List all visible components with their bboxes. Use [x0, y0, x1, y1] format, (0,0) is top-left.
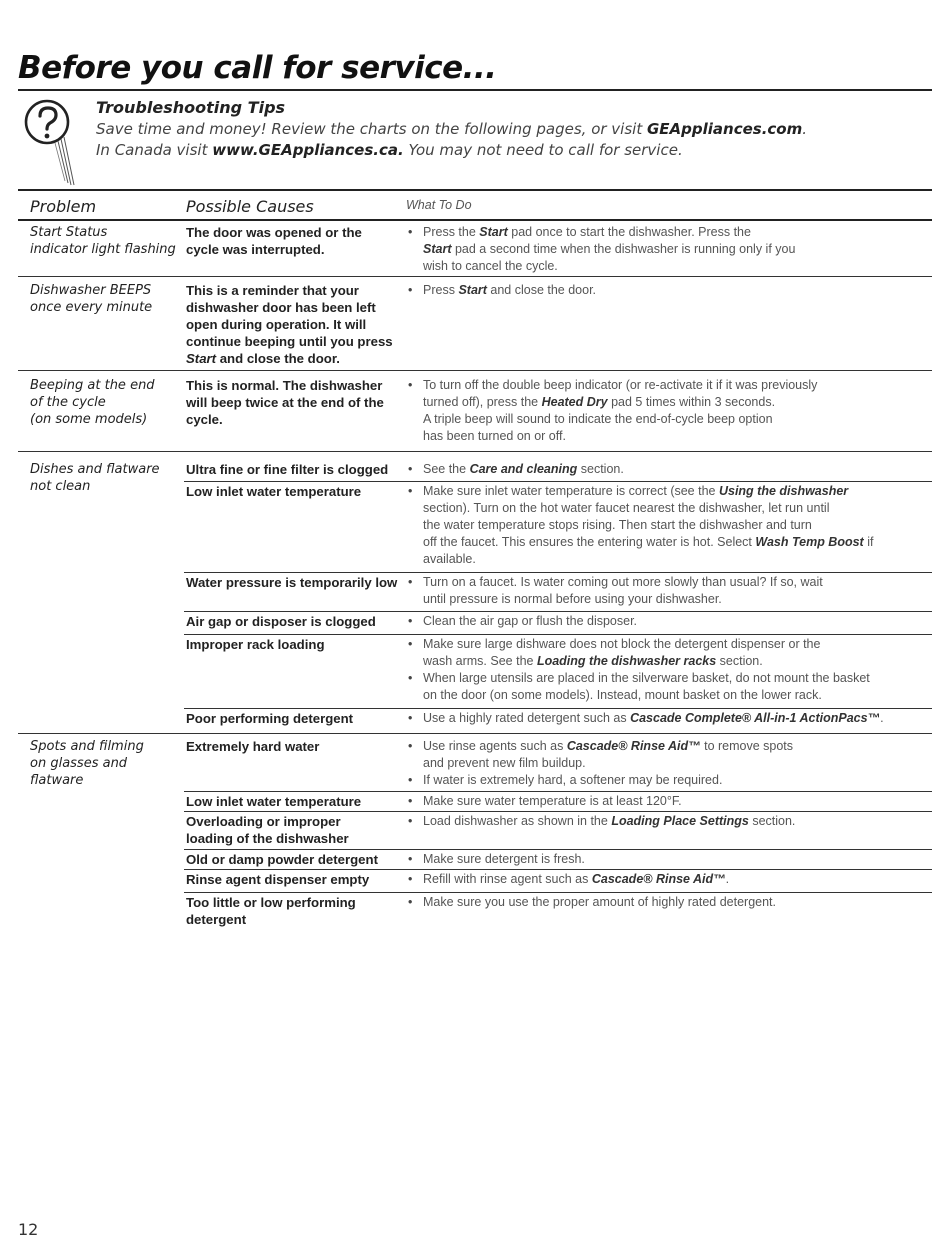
action-line: on the door (on some models). Instead, mount basket on the lower rack. [423, 688, 822, 702]
cause-line: This is a reminder that your [186, 283, 359, 298]
ge-website-link[interactable]: GEAppliances.com [646, 120, 803, 138]
action-line: • Use a highly rated detergent such as Cascade Complete® All-in-1 ActionPacs™. [423, 711, 884, 725]
text-line: on glasses and [30, 756, 128, 771]
action-line: A triple beep will sound to indicate the end-of-cycle beep option [423, 412, 773, 426]
cause-line: Extremely hard water [186, 739, 320, 754]
cause-cell [186, 738, 398, 755]
action-line: • Turn on a faucet. Is water coming out more slowly than usual? If so, wait [423, 575, 823, 589]
cause-line: This is normal. The dishwasher [186, 378, 383, 393]
action-cell [408, 813, 913, 830]
cause-line: dishwasher door has been left [186, 300, 376, 315]
text-line: Spots and filming [30, 739, 144, 754]
action-cell [408, 483, 913, 568]
action-cell [408, 738, 913, 789]
cause-line: Overloading or improper [186, 814, 341, 829]
tips-line-2: In Canada visit www.GEAppliances.ca. You may not need to call for service. [96, 141, 683, 159]
action-cell [408, 871, 913, 888]
sub-row-divider [184, 572, 932, 573]
cause-line: cycle was interrupted. [186, 242, 325, 257]
row-divider [18, 733, 932, 734]
action-bullet [408, 282, 913, 299]
action-bullet [408, 813, 913, 830]
action-cell [408, 613, 913, 630]
action-cell [408, 282, 913, 299]
cause-line: Air gap or disposer is clogged [186, 614, 376, 629]
action-line: wash arms. See the Loading the dishwasher racks section. [423, 654, 763, 668]
action-cell [408, 851, 913, 868]
row-divider [18, 370, 932, 371]
action-bullet [408, 483, 913, 568]
cause-cell [186, 894, 398, 928]
text-line: not clean [30, 479, 91, 494]
action-bullet [408, 894, 913, 911]
action-bullet [408, 738, 913, 772]
text-line: Dishes and flatware [30, 462, 160, 477]
action-bullet [408, 574, 913, 608]
tips-heading: Troubleshooting Tips [96, 98, 286, 117]
cause-cell [186, 574, 398, 591]
action-line: • Make sure large dishware does not block the detergent dispenser or the [423, 637, 821, 651]
text-line: flatware [30, 773, 84, 788]
cause-line: Ultra fine or fine filter is clogged [186, 462, 389, 477]
text-line: Start Status [30, 225, 108, 240]
cause-cell [186, 613, 398, 630]
cause-cell [186, 813, 398, 847]
action-line: until pressure is normal before using your dishwasher. [423, 592, 722, 606]
cause-line: continue beeping until you press [186, 334, 393, 349]
sub-row-divider [184, 892, 932, 893]
action-line: • Make sure inlet water temperature is correct (see the Using the dishwasher [423, 484, 849, 498]
sub-row-divider [184, 611, 932, 612]
cause-cell [186, 224, 398, 258]
action-cell [408, 461, 913, 478]
action-line: available. [423, 552, 476, 566]
action-line: • If water is extremely hard, a softener may be required. [423, 773, 723, 787]
problem-cell [30, 461, 180, 495]
cause-cell [186, 483, 398, 500]
cause-line: Rinse agent dispenser empty [186, 872, 370, 887]
action-bullet [408, 636, 913, 670]
row-divider [18, 276, 932, 277]
action-line: • Press the Start pad once to start the dishwasher. Press the [423, 225, 751, 239]
action-cell [408, 710, 913, 727]
action-line: • Use rinse agents such as Cascade® Rinse Aid™ to remove spots [423, 739, 794, 753]
cause-cell [186, 461, 398, 478]
header-what-to-do: What To Do [406, 198, 472, 212]
action-bullet [408, 377, 913, 445]
page-number: 12 [18, 1220, 39, 1239]
cause-line: will beep twice at the end of the [186, 395, 384, 410]
header-possible-causes: Possible Causes [186, 197, 314, 216]
cause-line: The door was opened or the [186, 225, 362, 240]
sub-row-divider [184, 634, 932, 635]
cause-line: cycle. [186, 412, 223, 427]
ge-canada-website-link[interactable]: www.GEAppliances.ca. [212, 141, 404, 159]
action-line: Start pad a second time when the dishwasher is running only if you [423, 242, 796, 256]
action-line: • Clean the air gap or flush the disposer. [423, 614, 638, 628]
cause-line: Poor performing detergent [186, 711, 354, 726]
cause-cell [186, 871, 398, 888]
action-bullet [408, 670, 913, 704]
action-bullet [408, 871, 913, 888]
action-line: section). Turn on the hot water faucet nearest the dishwasher, let run until [423, 501, 830, 515]
text-line: (on some models) [30, 412, 148, 427]
action-line: • Load dishwasher as shown in the Loading Place Settings section. [423, 814, 796, 828]
question-mark-icon [20, 97, 80, 189]
text-line: once every minute [30, 300, 153, 315]
table-top-divider [18, 189, 932, 191]
action-cell [408, 224, 913, 275]
text-line: indicator light flashing [30, 242, 176, 257]
problem-cell [30, 282, 180, 316]
action-line: • See the Care and cleaning section. [423, 462, 624, 476]
text-line: Beeping at the end [30, 378, 155, 393]
problem-cell [30, 377, 180, 428]
cause-line: Old or damp powder detergent [186, 852, 378, 867]
problem-cell [30, 738, 180, 789]
action-line: and prevent new film buildup. [423, 756, 586, 770]
header-divider [18, 219, 932, 221]
cause-line: Improper rack loading [186, 637, 325, 652]
cause-line: open during operation. It will [186, 317, 367, 332]
action-cell [408, 894, 913, 911]
action-cell [408, 793, 913, 810]
action-line: the water temperature stops rising. Then start the dishwasher and turn [423, 518, 812, 532]
sub-row-divider [184, 481, 932, 482]
cause-cell [186, 851, 398, 868]
cause-line: loading of the dishwasher [186, 831, 349, 846]
action-bullet [408, 613, 913, 630]
sub-row-divider [184, 849, 932, 850]
action-line: off the faucet. This ensures the entering water is hot. Select Wash Temp Boost if [423, 535, 874, 549]
cause-cell [186, 282, 398, 367]
action-line: has been turned on or off. [423, 429, 566, 443]
action-line: turned off), press the Heated Dry pad 5 times within 3 seconds. [423, 395, 776, 409]
action-cell [408, 574, 913, 608]
action-cell [408, 636, 913, 704]
action-bullet [408, 461, 913, 478]
action-cell [408, 377, 913, 445]
row-divider [18, 451, 932, 452]
cause-line: Water pressure is temporarily low [186, 575, 398, 590]
action-bullet [408, 772, 913, 789]
problem-cell [30, 224, 180, 258]
action-line: • Make sure detergent is fresh. [423, 852, 585, 866]
sub-row-divider [184, 791, 932, 792]
cause-line: Start and close the door. [186, 351, 340, 366]
action-line: • Make sure you use the proper amount of highly rated detergent. [423, 895, 776, 909]
text-line: Dishwasher BEEPS [30, 283, 152, 298]
action-line: • When large utensils are placed in the silverware basket, do not mount the basket [423, 671, 870, 685]
cause-line: detergent [186, 912, 247, 927]
action-bullet [408, 793, 913, 810]
cause-line: Low inlet water temperature [186, 794, 362, 809]
action-line: • Press Start and close the door. [423, 283, 597, 297]
cause-cell [186, 377, 398, 428]
sub-row-divider [184, 708, 932, 709]
cause-line: Too little or low performing [186, 895, 356, 910]
text-line: of the cycle [30, 395, 106, 410]
action-bullet [408, 224, 913, 275]
action-line: • Make sure water temperature is at least 120°F. [423, 794, 682, 808]
action-line: • To turn off the double beep indicator (or re-activate it if it was previously [423, 378, 818, 392]
title-divider [18, 89, 932, 91]
cause-cell [186, 793, 398, 810]
sub-row-divider [184, 811, 932, 812]
action-bullet [408, 851, 913, 868]
header-problem: Problem [30, 197, 97, 216]
action-line: • Refill with rinse agent such as Cascade® Rinse Aid™. [423, 872, 730, 886]
action-line: wish to cancel the cycle. [423, 259, 558, 273]
page-title: Before you call for service... [18, 50, 497, 86]
tips-line-1: Save time and money! Review the charts on the following pages, or visit GEAppliances.com. [96, 120, 808, 138]
cause-cell [186, 710, 398, 727]
cause-line: Low inlet water temperature [186, 484, 362, 499]
action-bullet [408, 710, 913, 727]
sub-row-divider [184, 869, 932, 870]
cause-cell [186, 636, 398, 653]
